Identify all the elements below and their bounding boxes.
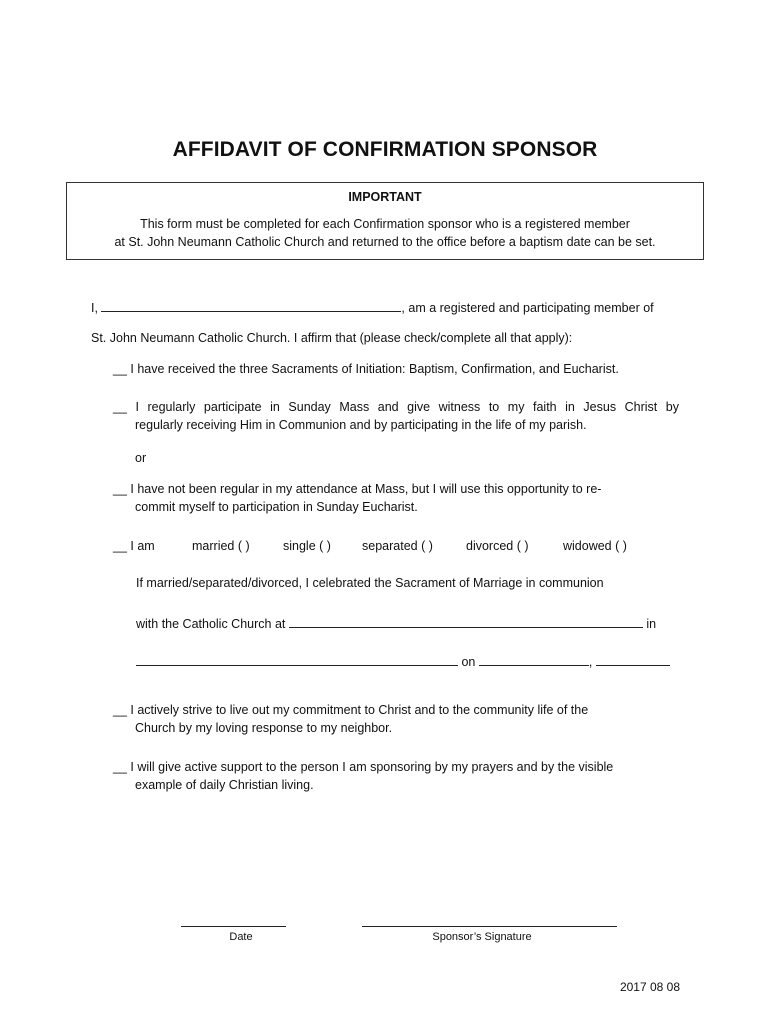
support-item-line-2: example of daily Christian living. [135,778,314,792]
marriage-on-label: on [458,655,479,669]
not-regular-item-line-2: commit myself to participation in Sunday Eucharist. [135,500,418,514]
marriage-church-suffix: in [642,617,657,631]
not-regular-item-line-1[interactable]: __ I have not been regular in my attendance at Mass, but I will use this opportunity to re- [113,482,602,496]
date-label: Date [229,931,253,943]
marriage-church-field[interactable] [289,614,643,628]
notice-line-2: at St. John Neumann Catholic Church and returned to the office before a baptism date can be set. [114,235,656,249]
separated-option[interactable]: separated ( ) [362,539,433,553]
regular-item-line-1[interactable]: __ I regularly participate in Sunday Mass and give witness to my faith in Jesus Christ by [113,400,679,414]
divorced-option[interactable]: divorced ( ) [466,539,529,553]
sponsor-name-field[interactable] [101,298,401,312]
married-option[interactable]: married ( ) [192,539,250,553]
sacraments-item[interactable]: __ I have received the three Sacraments of Initiation: Baptism, Confirmation, and Eucharist. [113,362,619,376]
date-signature-line[interactable] [181,926,286,927]
marriage-year-field[interactable] [596,652,670,666]
marital-status-prefix: __ I am [113,539,155,553]
important-notice-box [66,182,704,260]
single-option[interactable]: single ( ) [283,539,331,553]
page-title: AFFIDAVIT OF CONFIRMATION SPONSOR [172,138,598,161]
intro-prefix: I, [91,301,102,315]
intro-suffix: , am a registered and participating member of [401,301,654,315]
marriage-date-field[interactable] [479,652,589,666]
intro-line-1 [91,298,654,315]
marriage-location-field[interactable] [136,652,458,666]
notice-line-1: This form must be completed for each Confirmation sponsor who is a registered member [140,217,630,231]
sponsor-signature-label: Sponsor’s Signature [432,931,532,943]
support-item-line-1[interactable]: __ I will give active support to the person I am sponsoring by my prayers and by the visible [113,760,614,774]
commitment-item-line-2: Church by my loving response to my neighbor. [135,721,393,735]
regular-item-line-2: regularly receiving Him in Communion and by participating in the life of my parish. [135,418,587,432]
or-separator: or [135,451,147,465]
intro-line-2: St. John Neumann Catholic Church. I affirm that (please check/complete all that apply): [91,331,573,345]
sponsor-signature-line[interactable] [362,926,617,927]
commitment-item-line-1[interactable]: __ I actively strive to live out my commitment to Christ and to the community life of the [113,703,589,717]
marriage-line-1: If married/separated/divorced, I celebrated the Sacrament of Marriage in communion [136,576,604,590]
marriage-comma: , [588,655,596,669]
marriage-line-3 [136,652,670,669]
widowed-option[interactable]: widowed ( ) [563,539,627,553]
footer-date: 2017 08 08 [619,980,680,994]
marriage-church-prefix: with the Catholic Church at [136,617,289,631]
notice-heading: IMPORTANT [348,190,422,204]
marriage-line-2 [136,614,656,631]
